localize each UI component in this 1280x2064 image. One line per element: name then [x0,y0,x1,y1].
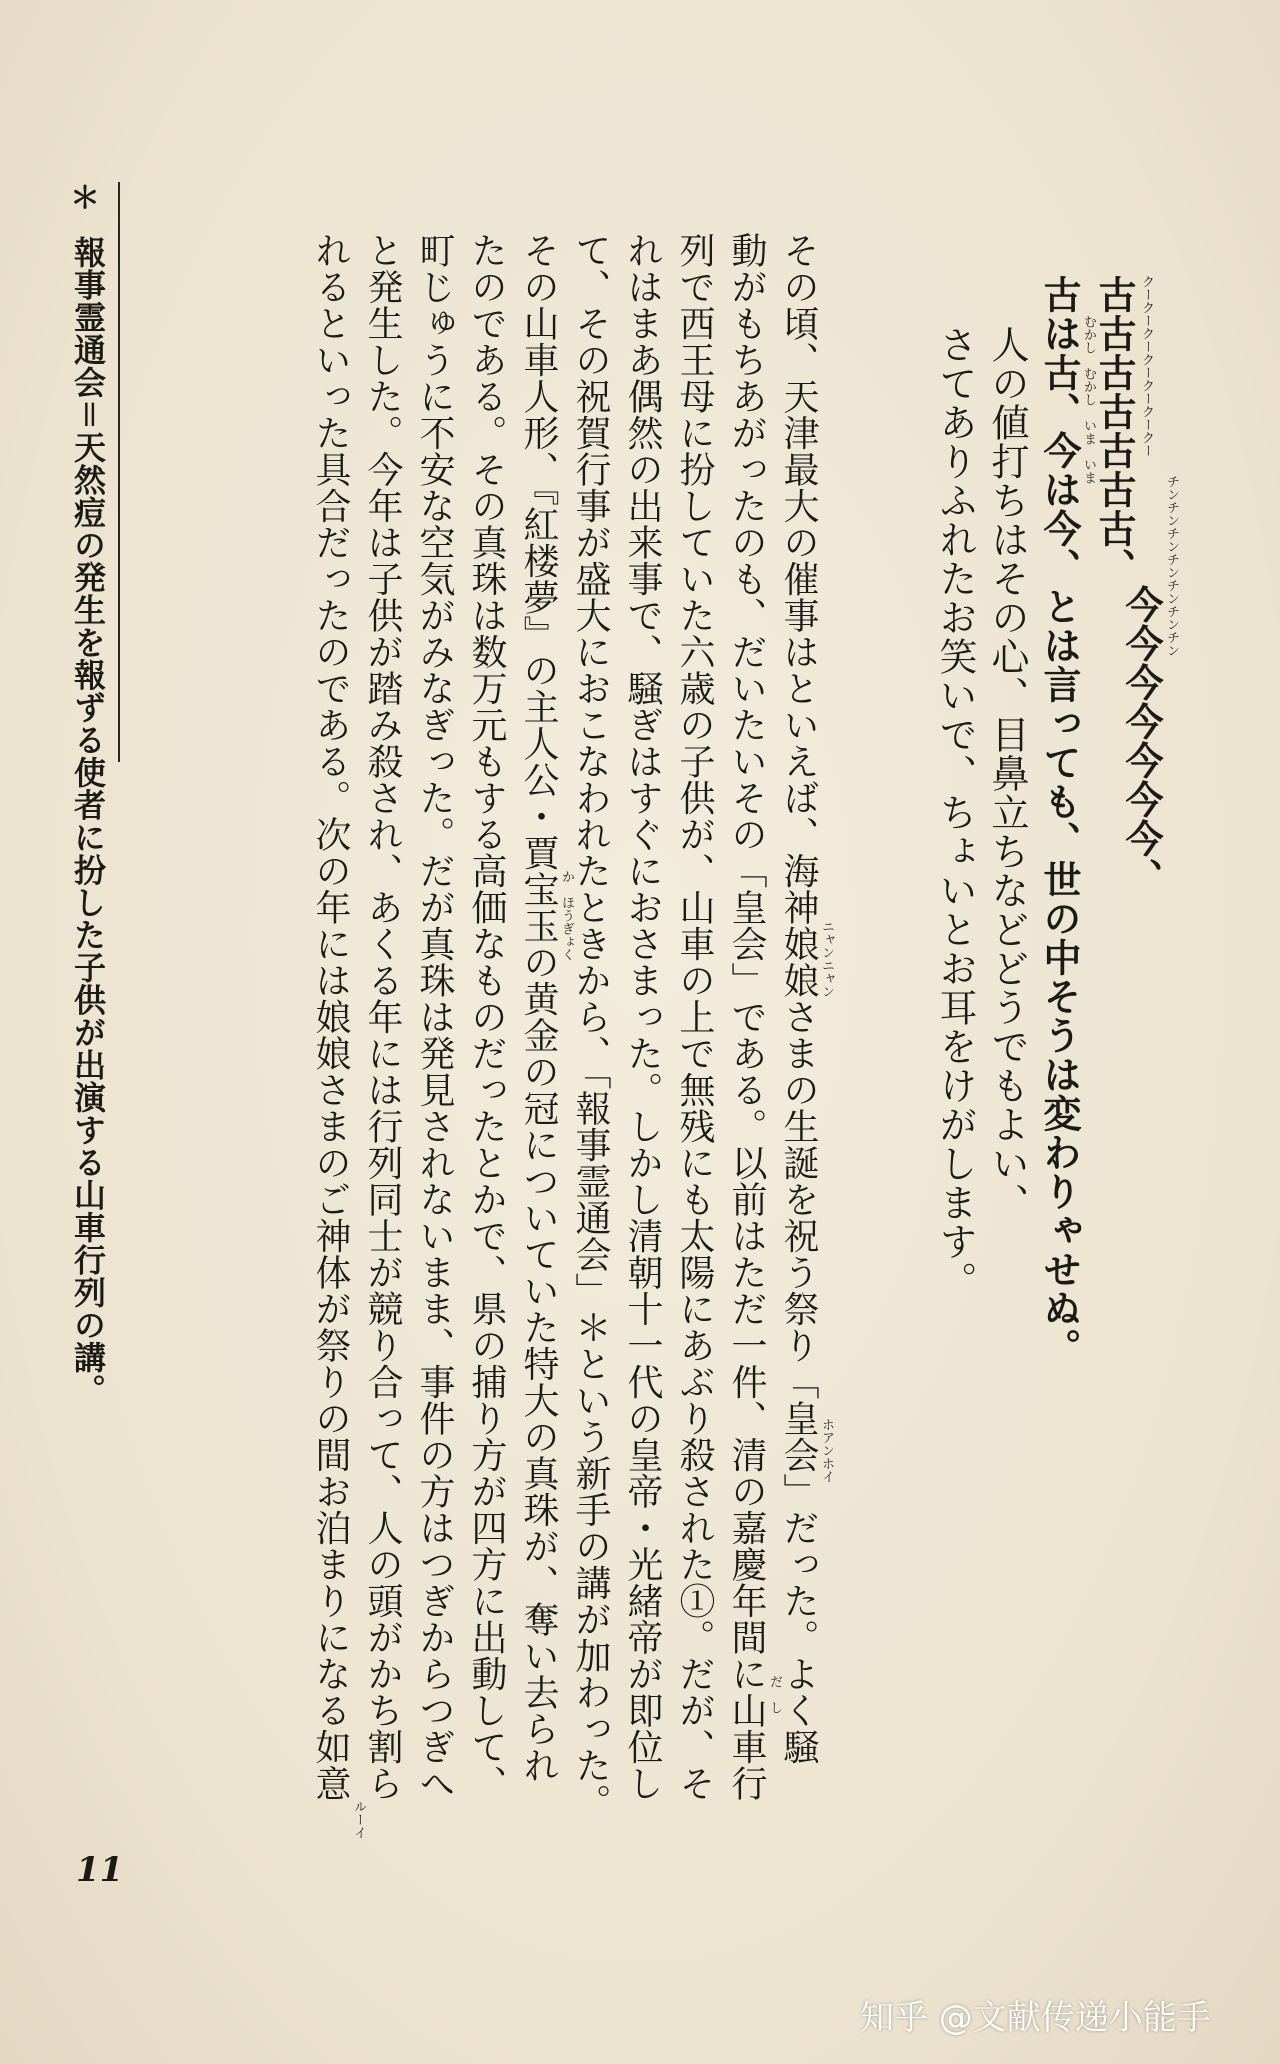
body-line-5: て、その祝賀行事が盛大におこなわれたときから、「報事霊通会」＊という新手の講が加わった。 [570,232,611,1820]
body-line-4: れはまあ偶然の出来事で、騒ぎはすぐにおさまった。しかし清朝十一代の皇帝・光緒帝が即位し [622,232,663,1802]
ruby-nyannyan: ニャンニャン [819,920,834,998]
footnote-text: 報事霊通会＝天然痘の発生を報ずる使者に扮した子供が出演する山車行列の講。 [69,236,107,1406]
body-line-8: 町じゅうに不安な空気がみなぎった。だが真珠は発見されないまま、事件の方はつぎからつぎへ [414,232,455,1802]
body-line-10: れるといった具合だったのである。次の年には娘娘さまのご神体が祭りの間お泊まりになる如意 [310,232,351,1802]
body-line-7: たのである。その真珠は数万元もする高価なものだったとかで、県の捕り方が四方に出動して、 [466,232,507,1802]
ruby-nyoi: ルーイ [351,1800,366,1839]
verse-line-5: さてありふれたお笑いで、ちょいとお耳をけがします。 [933,325,977,1300]
ruby-hoanhoi: ホアンホイ [819,1418,834,1483]
body-line-1: その頃、天津最大の催事はといえば、海神娘娘さまの生誕を祝う祭り「皇会」だった。よく騒 [778,232,819,1765]
watermark: 知乎 @文献传递小能手 [860,1998,1211,2038]
verse-ruby-3: むかし むかし いま いま [1081,315,1096,484]
verse-ruby-1: クークークークークークークー [1139,275,1154,457]
verse-line-4: 人の値打ちはその心、目鼻立ちなどどうでもよい、 [985,325,1029,1222]
body-line-9: と発生した。今年は子供が踏み殺され、あくる年には行列同士が競り合って、人の頭がかち割ら [362,232,403,1802]
verse-ruby-2: チンチンチンチンチンチンチン [1164,475,1179,657]
body-line-6: その山車人形、『紅楼夢』の主人公・賈宝玉の黄金の冠についていた特大の真珠が、奪い去られ [518,232,559,1784]
verse-line-2: 今今今今今今今、 [1119,585,1164,897]
body-line-3: 列で西王母に扮していた六歳の子供が、山車の上で無残にも太陽にあぶり殺された①。だが、そ [674,232,715,1802]
ruby-dashi: だ し [767,1675,782,1714]
verse-line-1: 古古古古古古古、 [1092,275,1137,587]
page-number: 11 [76,1850,124,1890]
footnote-rule [118,182,120,762]
ruby-kahougyoku: か ほうぎょく [559,870,574,961]
verse-line-3: 古は古、今は今、とは言っても、世の中そうは変わりゃせぬ。 [1037,275,1082,1367]
body-line-2: 動がもちあがったのも、だいたいその「皇会」である。以前はただ一件、清の嘉慶年間に山車行 [726,232,767,1802]
footnote-mark: ＊ [70,181,100,216]
